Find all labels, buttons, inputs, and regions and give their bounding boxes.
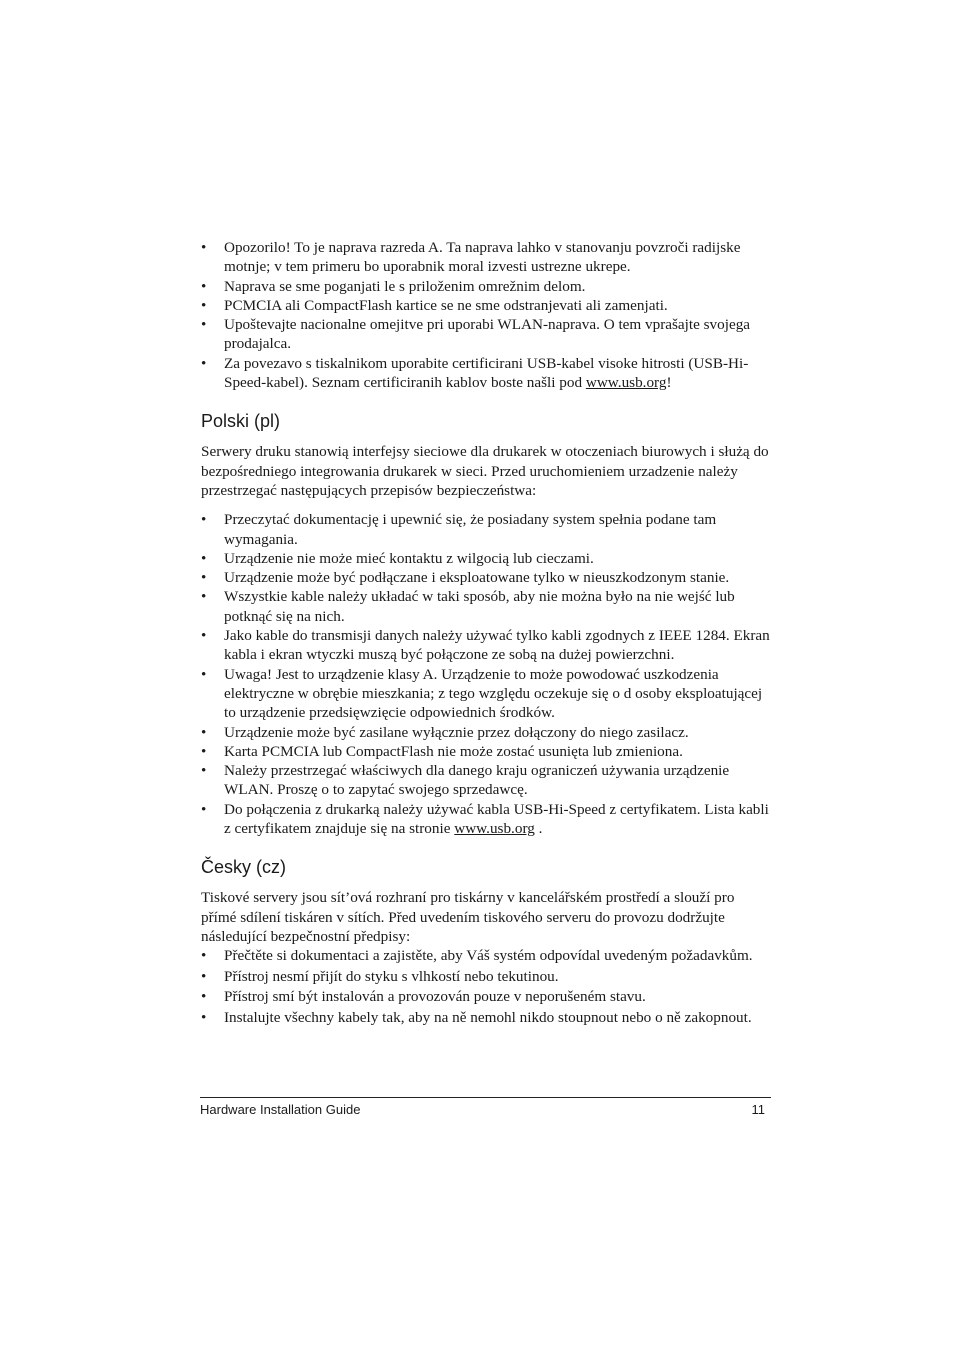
cesky-bullet-list (201, 946, 771, 1027)
list-item: • Do połączenia z drukarką należy używać kabla USB-Hi-Speed z certyfikatem. Lista kabli z certyfikatem znajduje się na stronie www.usb.org . (201, 800, 771, 839)
list-item: • Jako kable do transmisji danych należy używać tylko kabli zgodnych z IEEE 1284. Ekran kabla i ekran wtyczki muszą być połączone ze sobą na dużej powierzchni. (201, 626, 771, 665)
list-item: • Přístroj smí být instalován a provozován pouze v neporušeném stavu. (201, 987, 771, 1006)
list-item: • Za povezavo s tiskalnikom uporabite certificirani USB-kabel visoke hitrosti (USB-Hi-Speed-kabel). Seznam certificiranih kablov boste našli pod www.usb.org! (201, 354, 771, 393)
polski-bullet-list (201, 510, 771, 838)
list-item: • PCMCIA ali CompactFlash kartice se ne sme odstranjevati ali zamenjati. (201, 296, 771, 315)
list-item: • Karta PCMCIA lub CompactFlash nie może zostać usunięta lub zmieniona. (201, 742, 771, 761)
section-heading-cesky: Česky (cz) (201, 857, 286, 878)
list-item: • Instalujte všechny kabely tak, aby na ně nemohl nikdo stoupnout nebo o ně zakopnout. (201, 1008, 771, 1027)
list-item: • Wszystkie kable należy układać w taki sposób, aby nie można było na nie wejść lub potknąć się na nich. (201, 587, 771, 626)
list-item: • Urządzenie nie może mieć kontaktu z wilgocią lub cieczami. (201, 549, 771, 568)
list-item: • Uwaga! Jest to urządzenie klasy A. Urządzenie to może powodować uszkodzenia elektryczne w obrębie mieszkania; z tego względu oczekuje się o d osoby eksploatującej to urządzenie przedsięwzięcie odpowiednich środków. (201, 665, 771, 723)
usb-link[interactable]: www.usb.org (585, 374, 667, 392)
list-item: • Przeczytać dokumentację i upewnić się, że posiadany system spełnia podane tam wymagania. (201, 510, 771, 549)
cesky-intro: Tiskové servery jsou sít’ová rozhraní pro tiskárny v kancelářském prostředí a slouží pro přímé sdílení tiskáren v sítích. Před uvedením tiskového serveru do provozu dodržujte následující bezpečnostní předpisy: (201, 889, 735, 945)
list-item: • Přečtěte si dokumentaci a zajistěte, aby Váš systém odpovídal uvedeným požadavkům. (201, 946, 771, 965)
polski-intro: Serwery druku stanowią interfejsy sieciowe dla drukarek w otoczeniach biurowych i służą do bezpośredniego integrowania drukarek w sieci. Przed uruchomieniem urzadzenie należy przestrzegać następujących przepisów bezpieczeństwa: (201, 443, 769, 499)
list-item: • Opozorilo! To je naprava razreda A. Ta naprava lahko v stanovanju povzroči radijske motnje; v tem primeru bo uporabnik moral izvesti ustrezne ukrepe. (201, 238, 771, 277)
page-content (201, 238, 771, 1028)
list-item: • Należy przestrzegać właściwych dla danego kraju ograniczeń używania urządzenie WLAN. Proszę o to zapytać swojego sprzedawcę. (201, 761, 771, 800)
footer-title: Hardware Installation Guide (200, 1102, 361, 1117)
slovene-bullet-list (201, 238, 771, 392)
list-item: • Upoštevajte nacionalne omejitve pri uporabi WLAN-naprava. O tem vprašajte svojega prodajalca. (201, 315, 771, 354)
page-number: 11 (751, 1102, 765, 1117)
usb-link[interactable]: www.usb.org (454, 820, 535, 838)
page-footer (200, 1097, 771, 1118)
list-item: • Urządzenie może być zasilane wyłącznie przez dołączony do niego zasilacz. (201, 723, 771, 742)
list-item: • Přístroj nesmí přijít do styku s vlhkostí nebo tekutinou. (201, 967, 771, 986)
list-item: • Urządzenie może być podłączane i eksploatowane tylko w nieuszkodzonym stanie. (201, 568, 771, 587)
section-heading-polski: Polski (pl) (201, 411, 281, 432)
list-item: • Naprava se sme poganjati le s priloženim omrežnim delom. (201, 277, 771, 296)
